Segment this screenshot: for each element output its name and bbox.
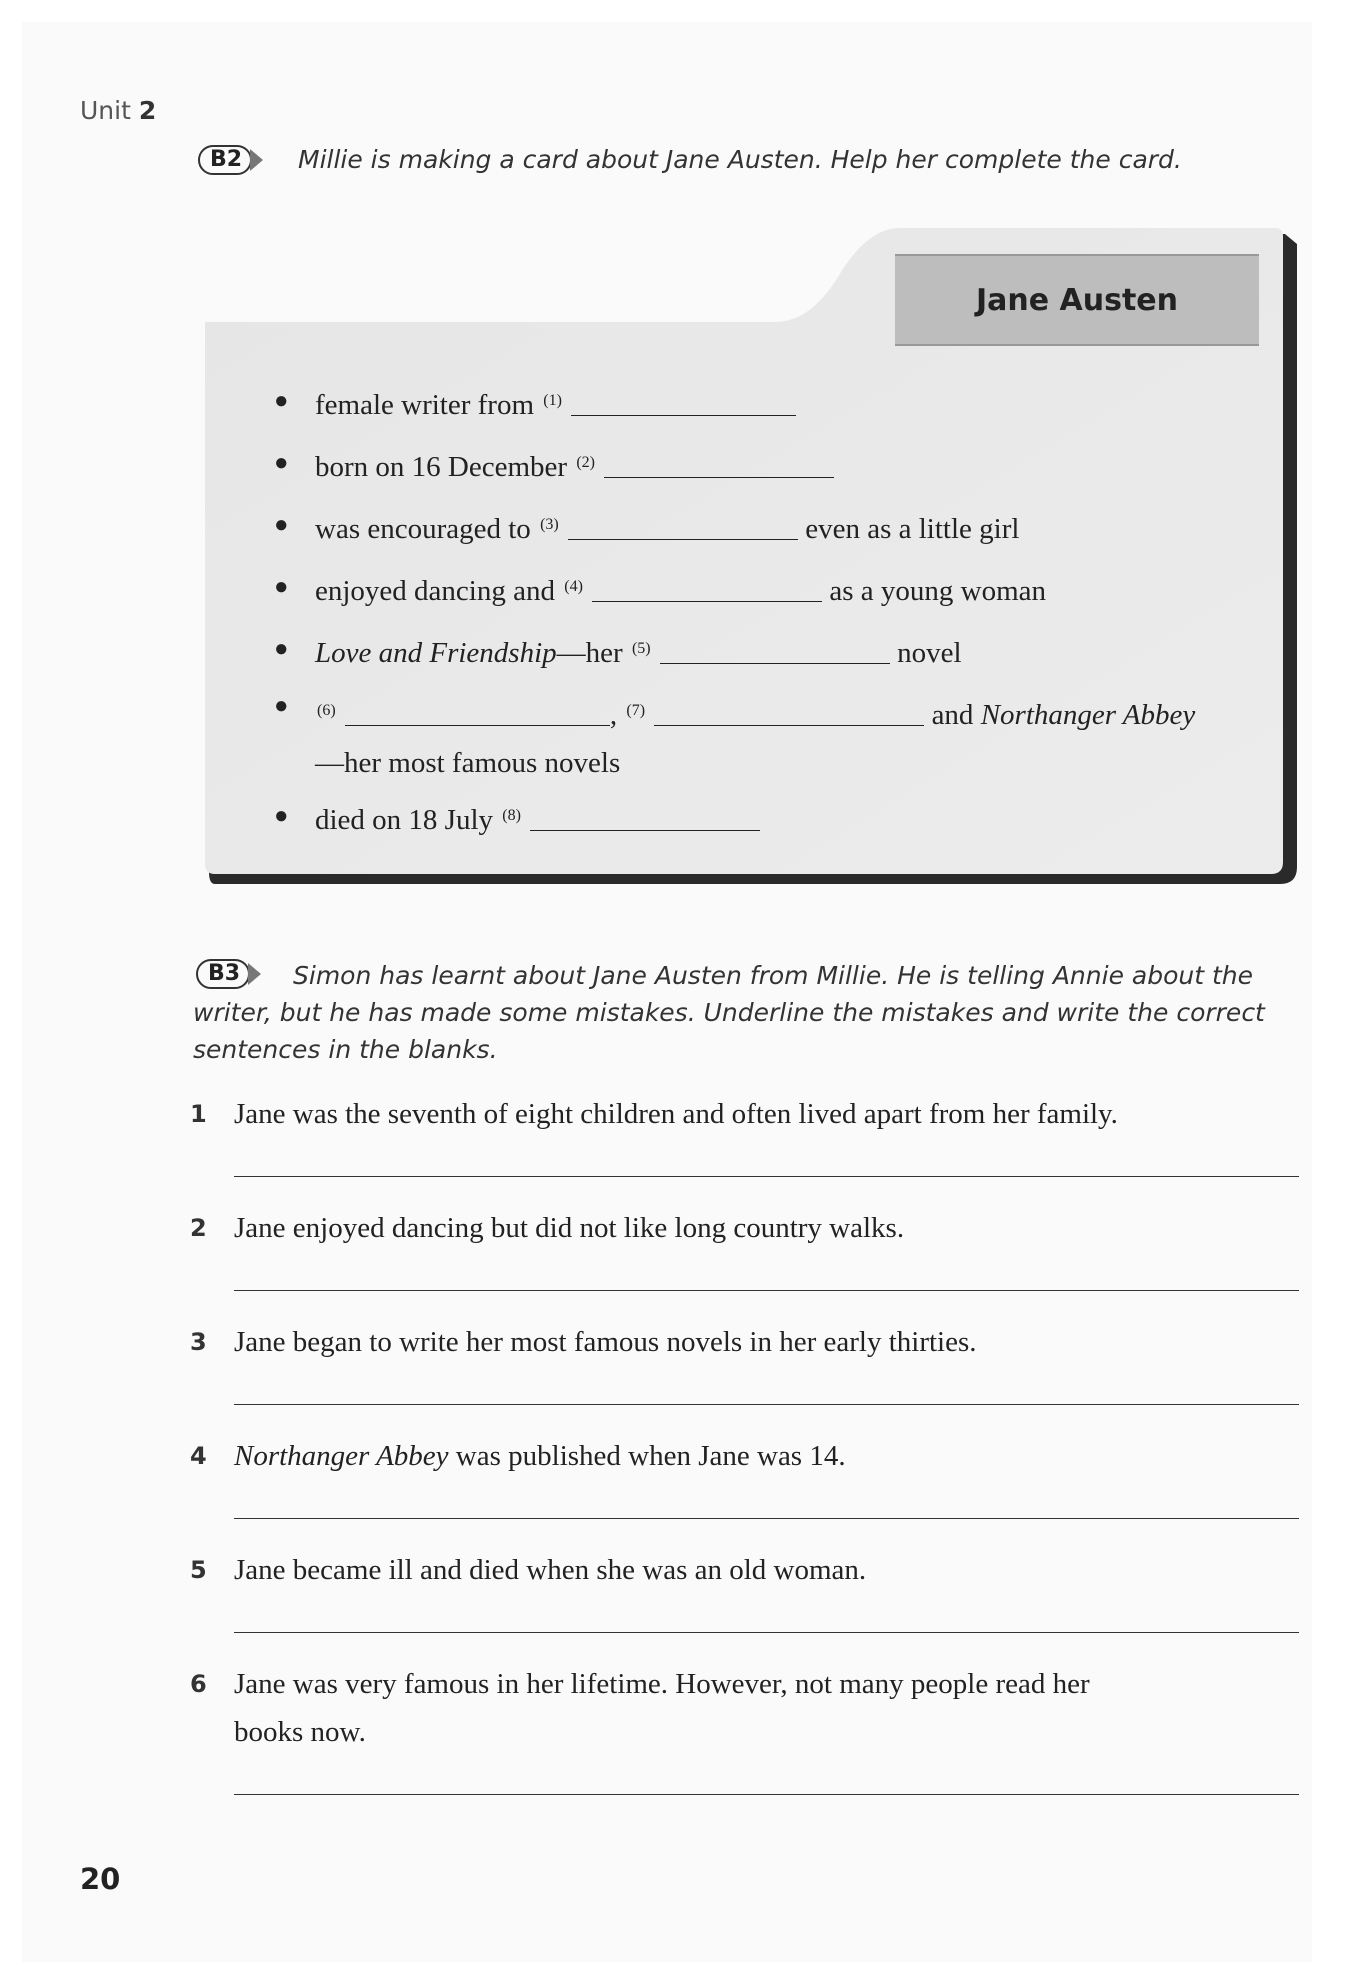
question-number: 2 bbox=[190, 1214, 207, 1242]
card-item-8 bbox=[260, 787, 1260, 849]
card-item-6 bbox=[260, 682, 1260, 787]
unit-word: Unit bbox=[80, 96, 131, 125]
question-number: 4 bbox=[190, 1442, 207, 1470]
question-4 bbox=[190, 1432, 1310, 1546]
item-text: born on 16 December bbox=[315, 451, 568, 483]
question-text: Jane enjoyed dancing but did not like long country walks. bbox=[234, 1212, 905, 1244]
card-item-5 bbox=[260, 620, 1260, 682]
question-text: Jane was the seventh of eight children and often lived apart from her family. bbox=[234, 1098, 1118, 1130]
unit-number: 2 bbox=[138, 96, 157, 125]
blank-number: (4) bbox=[564, 578, 583, 595]
question-number: 5 bbox=[190, 1556, 207, 1584]
item-text: died on 18 July bbox=[315, 804, 494, 836]
exercise-number: B3 bbox=[196, 959, 250, 989]
question-text bbox=[234, 1432, 1310, 1480]
play-arrow-icon bbox=[250, 149, 263, 171]
question-text: Jane became ill and died when she was an old woman. bbox=[234, 1554, 867, 1586]
question-text-line2: books now. bbox=[234, 1716, 366, 1748]
instruction-line: sentences in the blanks. bbox=[193, 1035, 498, 1064]
unit-label bbox=[80, 96, 156, 125]
bullet-icon: ● bbox=[274, 450, 289, 476]
answer-blank-8[interactable] bbox=[530, 806, 760, 831]
answer-blank-6[interactable] bbox=[345, 701, 610, 726]
answer-line-1[interactable] bbox=[234, 1176, 1299, 1177]
answer-blank-4[interactable] bbox=[592, 577, 822, 602]
blank-number: (2) bbox=[576, 454, 595, 471]
answer-blank-7[interactable] bbox=[654, 701, 924, 726]
item-text: was encouraged to bbox=[315, 513, 531, 545]
answer-line-5[interactable] bbox=[234, 1632, 1299, 1633]
card-list bbox=[260, 372, 1260, 849]
item-text-after: as a young woman bbox=[829, 575, 1047, 607]
question-number: 6 bbox=[190, 1670, 207, 1698]
item-text-after: novel bbox=[897, 637, 962, 669]
comma: , bbox=[609, 699, 618, 731]
question-3 bbox=[190, 1318, 1310, 1432]
book-title: Northanger Abbey bbox=[234, 1440, 449, 1472]
question-text: Jane began to write her most famous novels in her early thirties. bbox=[234, 1326, 977, 1358]
bullet-icon: ● bbox=[274, 574, 289, 600]
question-2 bbox=[190, 1204, 1310, 1318]
exercise-number: B2 bbox=[198, 145, 252, 175]
bullet-icon: ● bbox=[274, 512, 289, 538]
question-number: 3 bbox=[190, 1328, 207, 1356]
bullet-icon: ● bbox=[274, 803, 289, 829]
item-text: —her bbox=[556, 637, 623, 669]
question-6 bbox=[190, 1660, 1310, 1795]
question-5 bbox=[190, 1546, 1310, 1660]
answer-blank-2[interactable] bbox=[604, 453, 834, 478]
card-item-2 bbox=[260, 434, 1260, 496]
exercise-badge-b2 bbox=[198, 145, 263, 175]
item-text-after: and bbox=[931, 699, 974, 731]
jane-austen-card bbox=[205, 222, 1310, 892]
question-text-rest: was published when Jane was 14. bbox=[448, 1440, 846, 1472]
answer-line-6[interactable] bbox=[234, 1794, 1299, 1795]
blank-number: (5) bbox=[631, 640, 651, 657]
instruction-line: writer, but he has made some mistakes. Underline the mistakes and write the correct bbox=[193, 998, 1265, 1027]
answer-blank-5[interactable] bbox=[660, 639, 890, 664]
question-number: 1 bbox=[190, 1100, 207, 1128]
bullet-icon: ● bbox=[274, 693, 289, 719]
question-list bbox=[190, 1090, 1310, 1795]
blank-number: (7) bbox=[626, 702, 646, 719]
question-1 bbox=[190, 1090, 1310, 1204]
b3-instruction bbox=[193, 957, 1265, 1068]
item-text-line2: —her most famous novels bbox=[315, 747, 621, 779]
blank-number: (3) bbox=[540, 516, 559, 533]
answer-line-4[interactable] bbox=[234, 1518, 1299, 1519]
instruction-line: Simon has learnt about Jane Austen from Millie. He is telling Annie about the bbox=[293, 961, 1253, 990]
bullet-icon: ● bbox=[274, 636, 289, 662]
item-text: female writer from bbox=[315, 389, 535, 421]
blank-number: (8) bbox=[502, 807, 521, 824]
card-item-1 bbox=[260, 372, 1260, 434]
blank-number: (6) bbox=[317, 702, 336, 719]
book-title: Northanger Abbey bbox=[980, 699, 1196, 731]
card-title: Jane Austen bbox=[895, 254, 1259, 346]
question-text: Jane was very famous in her lifetime. However, not many people read her bbox=[234, 1668, 1090, 1700]
answer-line-2[interactable] bbox=[234, 1290, 1299, 1291]
item-text-after: even as a little girl bbox=[805, 513, 1020, 545]
page-number: 20 bbox=[80, 1862, 121, 1896]
blank-number: (1) bbox=[543, 392, 562, 409]
answer-blank-1[interactable] bbox=[571, 391, 796, 416]
item-text: enjoyed dancing and bbox=[315, 575, 555, 607]
book-title: Love and Friendship bbox=[315, 637, 557, 669]
b2-instruction: Millie is making a card about Jane Austen. Help her complete the card. bbox=[298, 145, 1182, 174]
card-item-4 bbox=[260, 558, 1260, 620]
bullet-icon: ● bbox=[274, 388, 289, 414]
answer-blank-3[interactable] bbox=[568, 515, 798, 540]
answer-line-3[interactable] bbox=[234, 1404, 1299, 1405]
card-item-3 bbox=[260, 496, 1260, 558]
